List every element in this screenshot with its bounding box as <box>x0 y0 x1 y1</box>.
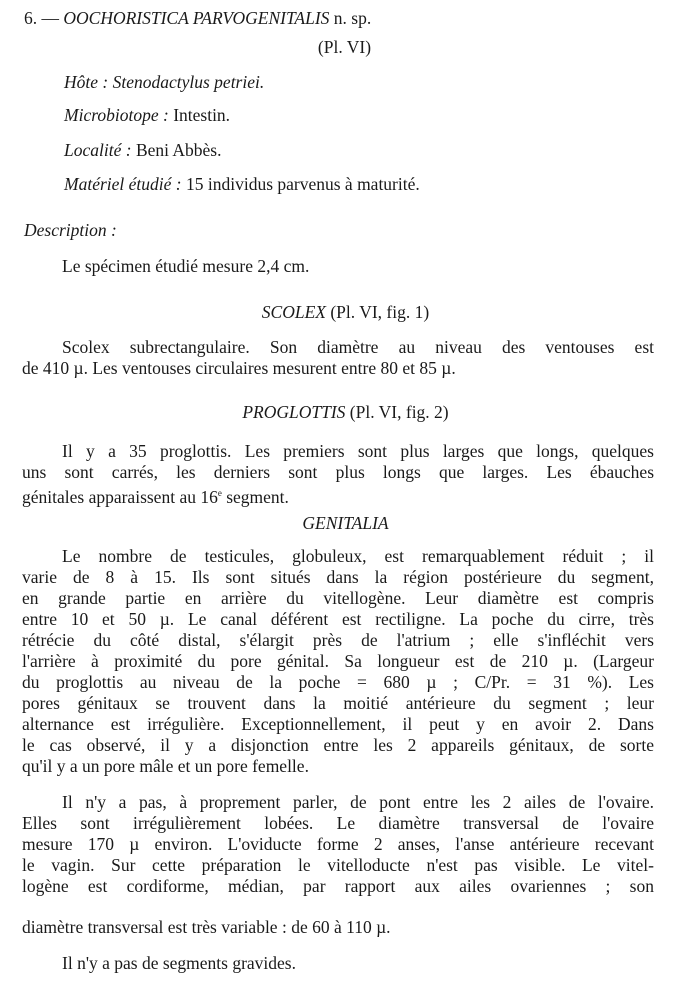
paragraph-line: uns sont carrés, les derniers sont plus longs que larges. Les ébauches <box>22 462 654 482</box>
field-value: Intestin. <box>173 105 231 125</box>
line-text: segment. <box>221 486 289 507</box>
paragraph-line: mesure 170 µ environ. L'oviducte forme 2 anses, l'anse antérieure recevant <box>22 834 654 854</box>
proglottis-heading <box>0 402 691 422</box>
field-label: Localité <box>64 140 122 160</box>
paragraph-line: le cas observé, il y a disjonction entre les 2 appareils génitaux, de sorte <box>22 735 654 755</box>
heading-rest: (Pl. VI, fig. 1) <box>325 302 430 322</box>
superscript: e <box>217 488 222 498</box>
field-sep: : <box>98 72 113 92</box>
paragraph-line: Scolex subrectangulaire. Son diamètre au niveau des ventouses est <box>62 337 654 357</box>
paragraph-line: qu'il y a un pore mâle et un pore femelle. <box>22 756 309 776</box>
paragraph-line: en grande partie en arrière du vitellogène. Leur diamètre est compris <box>22 588 654 608</box>
field-label: Microbiotope <box>64 105 159 125</box>
heading-rest: (Pl. VI, fig. 2) <box>345 402 449 422</box>
field-label: Matériel étudié <box>64 174 172 194</box>
field-value: Beni Abbès. <box>135 140 222 160</box>
field-value: 15 individus parvenus à maturité. <box>185 174 420 194</box>
species-suffix: n. sp. <box>333 8 372 28</box>
description-text: Le spécimen étudié mesure 2,4 cm. <box>62 256 310 276</box>
paragraph-line: entre 10 et 50 µ. Le canal déférent est rectiligne. La poche du cirre, très <box>22 609 654 629</box>
genitalia-heading: GENITALIA <box>302 513 389 533</box>
section-number: 6. — <box>24 8 59 28</box>
paragraph-line: logène est cordiforme, médian, par rapport aux ailes ovariennes ; son <box>22 876 654 896</box>
field-value: Stenodactylus petriei. <box>112 72 265 92</box>
plate-reference <box>0 37 691 57</box>
field-material <box>64 174 420 194</box>
paragraph-line: du proglottis au niveau de la poche = 680 µ ; C/Pr. = 31 %). Les <box>22 672 654 692</box>
paragraph-line: Le nombre de testicules, globuleux, est remarquablement réduit ; il <box>62 546 654 566</box>
paragraph-line: alternance est irrégulière. Exceptionnellement, il peut y en avoir 2. Dans <box>22 714 654 734</box>
description-label: Description : <box>24 220 117 240</box>
heading-italic: SCOLEX <box>261 302 326 322</box>
paragraph-line: varie de 8 à 15. Ils sont situés dans la région postérieure du segment, <box>22 567 654 587</box>
field-sep: : <box>158 105 174 125</box>
field-sep: : <box>121 140 136 160</box>
paragraph-line: pores génitaux se trouvent dans la moitié antérieure du segment ; leur <box>22 693 654 713</box>
line-text: génitales apparaissent au 16 <box>22 486 218 507</box>
scolex-heading <box>0 302 691 322</box>
paragraph-line: Il n'y a pas de segments gravides. <box>62 953 296 973</box>
paragraph-line: diamètre transversal est très variable : de 60 à 110 µ. <box>22 917 391 937</box>
plate-text: (Pl. VI) <box>317 37 372 57</box>
paragraph-line <box>22 483 289 507</box>
field-host <box>64 72 264 92</box>
field-sep: : <box>171 174 186 194</box>
field-locality <box>64 140 222 160</box>
paragraph-line: l'arrière à proximité du pore génital. Sa longueur est de 210 µ. (Largeur <box>22 651 654 671</box>
paragraph-line: rétrécie du côté distal, s'élargit près de l'atrium ; elle s'infléchit vers <box>22 630 654 650</box>
paragraph-line: de 410 µ. Les ventouses circulaires mesurent entre 80 et 85 µ. <box>22 358 456 378</box>
field-microbiotope <box>64 105 230 125</box>
species-name: OOCHORISTICA PARVOGENITALIS <box>63 8 330 28</box>
paragraph-line: Il n'y a pas, à proprement parler, de pont entre les 2 ailes de l'ovaire. <box>62 792 654 812</box>
species-title <box>24 8 371 28</box>
paragraph-line: le vagin. Sur cette préparation le vitelloducte n'est pas visible. Le vitel- <box>22 855 654 875</box>
field-label: Hôte <box>64 72 99 92</box>
paragraph-line: Il y a 35 proglottis. Les premiers sont plus larges que longs, quelques <box>62 441 654 461</box>
heading-italic: PROGLOTTIS <box>242 402 346 422</box>
paragraph-line: Elles sont irrégulièrement lobées. Le diamètre transversal de l'ovaire <box>22 813 654 833</box>
